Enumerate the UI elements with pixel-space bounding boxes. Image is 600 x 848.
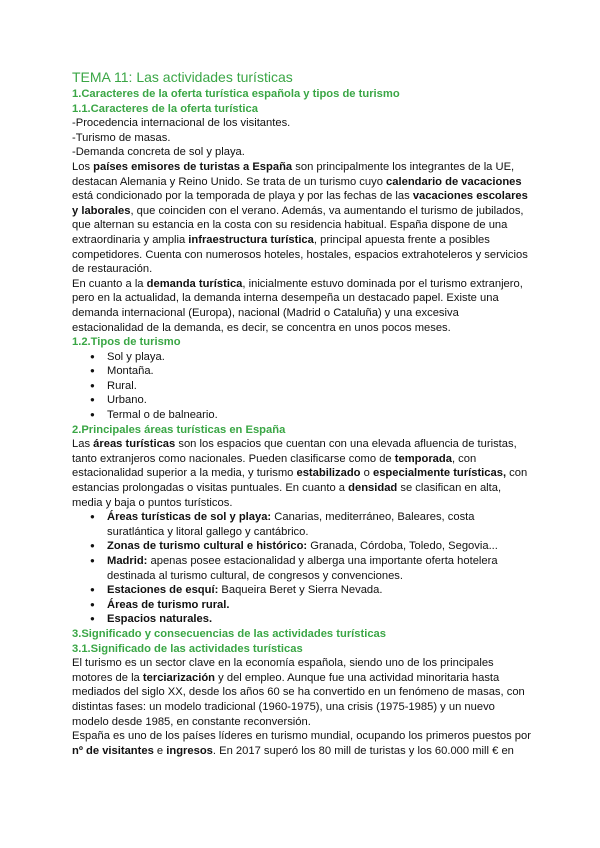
section-1-heading: 1.Caracteres de la oferta turística española y tipos de turismo: [72, 88, 400, 100]
document-title: TEMA 11: Las actividades turísticas: [72, 69, 293, 85]
list-item: ● Estaciones de esquí: Baqueira Beret y Sierra Nevada.: [72, 583, 532, 598]
list-item: ● Urbano.: [72, 393, 532, 408]
list-item: ● Rural.: [72, 379, 532, 394]
document-page: [72, 68, 532, 758]
list-item: ● Áreas de turismo rural.: [72, 598, 532, 613]
list-item: ● Madrid: apenas posee estacionalidad y alberga una importante oferta hotelera destinada al turismo cultural, de congresos y convenciones.: [72, 554, 532, 583]
list-item: ● Espacios naturales.: [72, 612, 532, 627]
list-item: ● Sol y playa.: [72, 350, 532, 365]
section-3-1-heading: 3.1.Significado de las actividades turísticas: [72, 642, 303, 655]
section-1-1-heading: 1.1.Caracteres de la oferta turística: [72, 102, 258, 115]
list-item: ● Montaña.: [72, 364, 532, 379]
paragraph-world-leader: España es uno de los países líderes en turismo mundial, ocupando los primeros puestos por nº de visitantes e ingresos. En 2017 superó los 80 mill de turistas y los 60.000 mill € en: [72, 730, 531, 757]
feature-line: -Procedencia internacional de los visitantes.: [72, 117, 291, 130]
feature-line: -Turismo de masas.: [72, 131, 171, 144]
feature-line: -Demanda concreta de sol y playa.: [72, 146, 245, 159]
tourism-types-list: [72, 350, 532, 423]
list-item: ● Zonas de turismo cultural e histórico: Granada, Córdoba, Toledo, Segovia...: [72, 539, 532, 554]
section-3-heading: 3.Significado y consecuencias de las actividades turísticas: [72, 627, 387, 640]
list-item: ● Áreas turísticas de sol y playa: Canarias, mediterráneo, Baleares, costa suratlántica y litoral gallego y cantábrico.: [72, 510, 532, 539]
tourist-areas-list: [72, 510, 532, 627]
list-item: ● Termal o de balneario.: [72, 408, 532, 423]
section-2-heading: 2.Principales áreas turísticas en España: [72, 423, 286, 436]
paragraph-tourist-areas: Las áreas turísticas son los espacios que cuentan con una elevada afluencia de turistas, tanto extranjeros como nacionales. Pueden clasificarse como de temporada, con estacionalidad superior a la media, y turismo estabilizado o especialmente turísticas, con estancias prolongadas o visitas puntuales. En cuanto a densidad se clasifican en alta, media y baja o puntos turísticos.: [72, 438, 528, 509]
section-1-2-heading: 1.2.Tipos de turismo: [72, 336, 181, 349]
paragraph-emitting-countries: Los países emisores de turistas a España son principalmente los integrantes de la UE, destacan Alemania y Reino Unido. Se trata de un turismo cuyo calendario de vacaciones está condicionado por la temporada de playa y por las fechas de las vacaciones escolares y laborales, que coinciden con el verano. Además, va aumentando el turismo de jubilados, que alternan su estancia en la costa con su residencia habitual. España dispone de una extraordinaria y amplia infraestructura turística, principal apuesta frente a posibles competidores. Cuenta con numerosos hoteles, hostales, espacios extrahoteleros y servicios de restauración.: [72, 160, 528, 276]
paragraph-economic-role: El turismo es un sector clave en la economía española, siendo uno de los principales motores de la terciarización y del empleo. Aunque fue una actividad minoritaria hasta mediados del siglo XX, desde los años 60 se ha convertido en un fenómeno de masas, con distintas fases: un modelo tradicional (1960-1975), una crisis (1975-1985) y un nuevo modelo desde 1985, en constante reconversión.: [72, 657, 525, 728]
paragraph-tourist-demand: En cuanto a la demanda turística, inicialmente estuvo dominada por el turismo extranjero, pero en la actualidad, la demanda interna desempeña un destacado papel. Existe una demanda internacional (Europa), nacional (Madrid o Cataluña) y una excesiva estacionalidad de la demanda, es decir, se concentra en unos pocos meses.: [72, 277, 523, 334]
